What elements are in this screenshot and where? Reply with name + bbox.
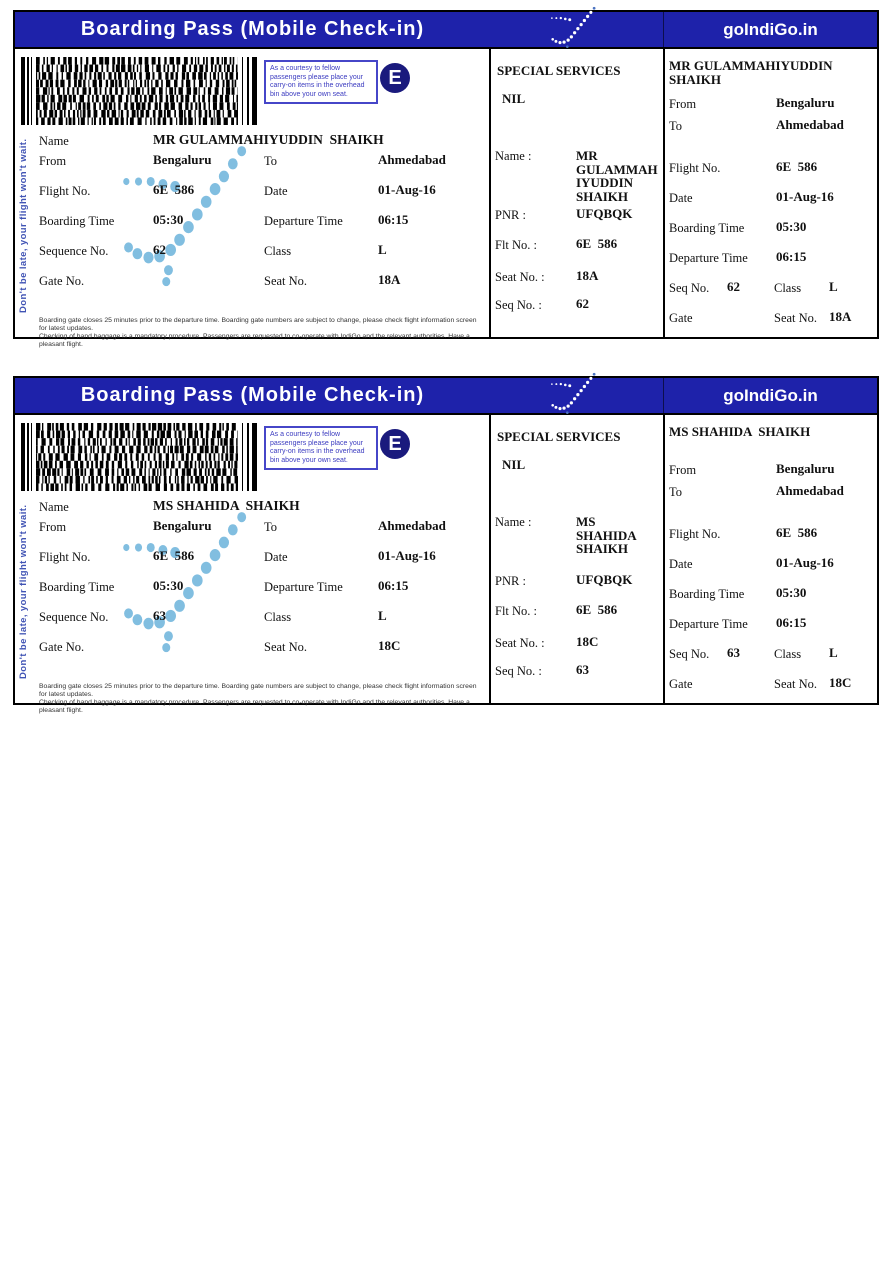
stub-passenger-name: MR GULAMMAHIYUDDIN SHAIKH — [669, 58, 836, 87]
pass-body — [15, 415, 877, 714]
stub-to-value: Ahmedabad — [776, 117, 844, 132]
tagline-vertical-text: Don't be late, your flight won't wait. — [18, 504, 29, 679]
column-divider-1 — [489, 49, 491, 337]
gate-label: Gate No. — [39, 640, 85, 654]
special-services-value: NIL — [502, 91, 526, 106]
flight-value: 6E 586 — [153, 182, 195, 197]
stub-seq-label: Seq No. — [669, 281, 710, 295]
stub-departure-value: 06:15 — [776, 249, 807, 264]
special-seq-label: Seq No. : — [495, 664, 542, 678]
boarding-pass-1 — [13, 10, 879, 348]
stub-class-label: Class — [774, 281, 802, 295]
class-value: L — [378, 242, 387, 257]
flight-label: Flight No. — [39, 550, 91, 564]
name-value: MS SHAHIDA SHAIKH — [153, 498, 300, 513]
stub-gate-label: Gate — [669, 677, 693, 691]
stub-seq-value: 62 — [727, 279, 740, 294]
fine-print — [39, 683, 481, 715]
fine-print-line2: Checking of hand baggage is a mandatory procedure. Passengers are requested to co-operate with IndiGo and the relevant authorities. Have a pleasant flight. — [39, 333, 470, 348]
to-label: To — [264, 154, 278, 168]
name-label: Name — [39, 500, 69, 514]
special-seat-value: 18C — [576, 634, 599, 649]
stub-departure-label: Departure Time — [669, 617, 748, 631]
from-label: From — [39, 154, 67, 168]
stub-from-label: From — [669, 463, 697, 477]
sequence-value: 63 — [153, 608, 166, 623]
zone-badge-letter: E — [388, 67, 402, 89]
seat-value: 18C — [378, 638, 401, 653]
flight-label: Flight No. — [39, 184, 91, 198]
boarding-time-value: 05:30 — [153, 578, 184, 593]
stub-to-label: To — [669, 485, 683, 499]
stub-class-value: L — [829, 279, 838, 294]
stub-passenger-name: MS SHAHIDA SHAIKH — [669, 424, 811, 439]
stub-date-value: 01-Aug-16 — [776, 555, 834, 570]
pass-title: Boarding Pass (Mobile Check-in) — [80, 384, 425, 406]
boarding-time-label: Boarding Time — [39, 580, 115, 594]
stub-seat-label: Seat No. — [774, 677, 818, 691]
stub-seq-value: 63 — [727, 645, 740, 660]
boarding-time-label: Boarding Time — [39, 214, 115, 228]
sequence-label: Sequence No. — [39, 244, 109, 258]
stub-class-label: Class — [774, 647, 802, 661]
date-label: Date — [264, 184, 288, 198]
pass-header-band — [15, 12, 877, 49]
stub-date-value: 01-Aug-16 — [776, 189, 834, 204]
fine-print — [39, 317, 481, 349]
special-seat-value: 18A — [576, 268, 599, 283]
pass-body — [15, 49, 877, 348]
stub-from-label: From — [669, 97, 697, 111]
stub-seq-label: Seq No. — [669, 647, 710, 661]
pnr-value: UFQBQK — [576, 206, 633, 221]
to-value: Ahmedabad — [378, 518, 446, 533]
special-name-value: MS SHAHIDA SHAIKH — [576, 514, 640, 556]
sequence-value: 62 — [153, 242, 166, 257]
special-flight-value: 6E 586 — [576, 602, 618, 617]
special-services-heading: SPECIAL SERVICES — [497, 429, 621, 444]
special-seq-label: Seq No. : — [495, 298, 542, 312]
courtesy-note: As a courtesy to fellow passengers please place your carry-on items in the overhead bin above your own seat. — [264, 60, 378, 104]
stub-flight-label: Flight No. — [669, 527, 721, 541]
departure-time-label: Departure Time — [264, 580, 343, 594]
stub-from-value: Bengaluru — [776, 95, 835, 110]
courtesy-note: As a courtesy to fellow passengers please place your carry-on items in the overhead bin above your own seat. — [264, 426, 378, 470]
departure-time-value: 06:15 — [378, 212, 409, 227]
column-divider-1 — [489, 415, 491, 703]
column-divider-2 — [663, 49, 665, 337]
boarding-time-value: 05:30 — [153, 212, 184, 227]
seat-value: 18A — [378, 272, 401, 287]
barcode — [21, 423, 257, 491]
special-seat-label: Seat No. : — [495, 636, 545, 650]
stub-gate-label: Gate — [669, 311, 693, 325]
special-flight-label: Flt No. : — [495, 238, 538, 252]
from-value: Bengaluru — [153, 152, 212, 167]
stub-departure-value: 06:15 — [776, 615, 807, 630]
flight-value: 6E 586 — [153, 548, 195, 563]
pass-header-band — [15, 378, 877, 415]
pnr-value: UFQBQK — [576, 572, 633, 587]
special-name-label: Name : — [495, 515, 532, 529]
special-name-value: MR GULAMMAHIYUDDIN SHAIKH — [576, 148, 658, 204]
stub-boarding-value: 05:30 — [776, 585, 807, 600]
special-name-label: Name : — [495, 149, 532, 163]
to-value: Ahmedabad — [378, 152, 446, 167]
stub-boarding-label: Boarding Time — [669, 587, 745, 601]
zone-badge — [380, 429, 410, 459]
stub-class-value: L — [829, 645, 838, 660]
boarding-pass-2 — [13, 376, 879, 714]
seat-label: Seat No. — [264, 640, 308, 654]
seat-label: Seat No. — [264, 274, 308, 288]
special-seq-value: 62 — [576, 296, 589, 311]
sequence-label: Sequence No. — [39, 610, 109, 624]
fine-print-line1: Boarding gate closes 25 minutes prior to the departure time. Boarding gate numbers are subject to change, please check flight information screen for latest updates. — [39, 683, 477, 698]
indigo-airplane-logo — [547, 371, 599, 420]
class-label: Class — [264, 244, 292, 258]
tagline-vertical-text: Don't be late, your flight won't wait. — [18, 138, 29, 313]
indigo-website: goIndiGo.in — [723, 386, 818, 405]
stub-seat-label: Seat No. — [774, 311, 818, 325]
stub-date-label: Date — [669, 557, 693, 571]
pass-title: Boarding Pass (Mobile Check-in) — [80, 18, 425, 40]
indigo-airplane-logo — [547, 5, 599, 54]
date-value: 01-Aug-16 — [378, 182, 436, 197]
special-seq-value: 63 — [576, 662, 589, 677]
from-value: Bengaluru — [153, 518, 212, 533]
class-value: L — [378, 608, 387, 623]
date-label: Date — [264, 550, 288, 564]
to-label: To — [264, 520, 278, 534]
stub-flight-value: 6E 586 — [776, 159, 818, 174]
stub-seat-value: 18C — [829, 675, 852, 690]
special-seat-label: Seat No. : — [495, 270, 545, 284]
stub-boarding-value: 05:30 — [776, 219, 807, 234]
from-label: From — [39, 520, 67, 534]
departure-time-value: 06:15 — [378, 578, 409, 593]
departure-time-label: Departure Time — [264, 214, 343, 228]
stub-flight-label: Flight No. — [669, 161, 721, 175]
fine-print-line2: Checking of hand baggage is a mandatory procedure. Passengers are requested to co-operate with IndiGo and the relevant authorities. Have a pleasant flight. — [39, 699, 470, 714]
stub-seat-value: 18A — [829, 309, 852, 324]
column-divider-2 — [663, 415, 665, 703]
special-flight-value: 6E 586 — [576, 236, 618, 251]
zone-badge-letter: E — [388, 433, 402, 455]
indigo-website: goIndiGo.in — [723, 20, 818, 39]
stub-flight-value: 6E 586 — [776, 525, 818, 540]
stub-from-value: Bengaluru — [776, 461, 835, 476]
fine-print-line1: Boarding gate closes 25 minutes prior to the departure time. Boarding gate numbers are subject to change, please check flight information screen for latest updates. — [39, 317, 477, 332]
special-flight-label: Flt No. : — [495, 604, 538, 618]
pnr-label: PNR : — [495, 208, 526, 222]
special-services-value: NIL — [502, 457, 526, 472]
name-value: MR GULAMMAHIYUDDIN SHAIKH — [153, 132, 384, 147]
stub-to-label: To — [669, 119, 683, 133]
gate-label: Gate No. — [39, 274, 85, 288]
stub-to-value: Ahmedabad — [776, 483, 844, 498]
stub-date-label: Date — [669, 191, 693, 205]
stub-departure-label: Departure Time — [669, 251, 748, 265]
stub-boarding-label: Boarding Time — [669, 221, 745, 235]
special-services-heading: SPECIAL SERVICES — [497, 63, 621, 78]
zone-badge — [380, 63, 410, 93]
pnr-label: PNR : — [495, 574, 526, 588]
name-label: Name — [39, 134, 69, 148]
class-label: Class — [264, 610, 292, 624]
date-value: 01-Aug-16 — [378, 548, 436, 563]
barcode — [21, 57, 257, 125]
